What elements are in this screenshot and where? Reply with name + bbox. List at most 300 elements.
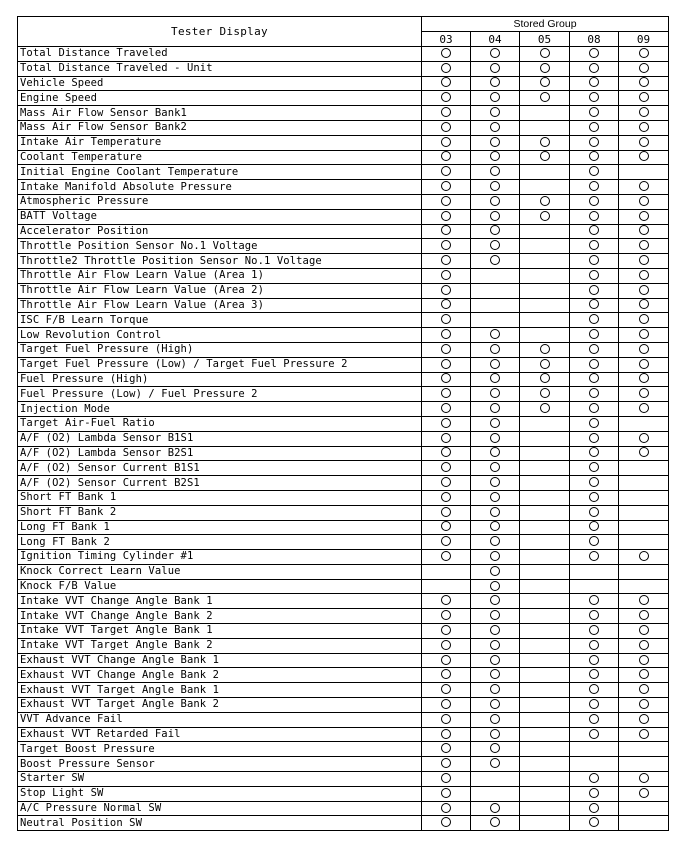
group-cell-08 xyxy=(570,712,619,727)
circle-mark-icon xyxy=(589,166,599,176)
circle-mark-icon xyxy=(441,137,451,147)
group-cell-09 xyxy=(619,150,669,165)
circle-mark-icon xyxy=(639,699,649,709)
group-cell-04 xyxy=(471,76,520,91)
group-cell-03 xyxy=(422,786,471,801)
tester-display-item: Target Fuel Pressure (High) xyxy=(18,342,422,357)
circle-mark-icon xyxy=(490,48,500,58)
group-cell-08 xyxy=(570,505,619,520)
group-cell-09 xyxy=(619,180,669,195)
group-cell-04 xyxy=(471,461,520,476)
circle-mark-icon xyxy=(490,699,500,709)
group-cell-03 xyxy=(422,91,471,106)
group-cell-08 xyxy=(570,461,619,476)
tester-display-item: Engine Speed xyxy=(18,91,422,106)
group-cell-04 xyxy=(471,535,520,550)
group-cell-09 xyxy=(619,624,669,639)
circle-mark-icon xyxy=(441,48,451,58)
tester-display-item: Knock Correct Learn Value xyxy=(18,564,422,579)
circle-mark-icon xyxy=(490,743,500,753)
circle-mark-icon xyxy=(589,655,599,665)
group-cell-04 xyxy=(471,446,520,461)
group-cell-08 xyxy=(570,135,619,150)
group-cell-05 xyxy=(520,254,570,269)
group-cell-08 xyxy=(570,624,619,639)
circle-mark-icon xyxy=(490,329,500,339)
circle-mark-icon xyxy=(441,63,451,73)
group-cell-09 xyxy=(619,727,669,742)
group-cell-05 xyxy=(520,194,570,209)
circle-mark-icon xyxy=(441,447,451,457)
group-cell-04 xyxy=(471,476,520,491)
group-cell-08 xyxy=(570,268,619,283)
group-cell-09 xyxy=(619,550,669,565)
circle-mark-icon xyxy=(441,773,451,783)
table-row xyxy=(18,283,669,298)
circle-mark-icon xyxy=(639,640,649,650)
tester-display-item: Exhaust VVT Target Angle Bank 1 xyxy=(18,683,422,698)
group-cell-09 xyxy=(619,757,669,772)
group-cell-05 xyxy=(520,106,570,121)
table-row xyxy=(18,239,669,254)
group-cell-08 xyxy=(570,180,619,195)
circle-mark-icon xyxy=(639,329,649,339)
group-cell-03 xyxy=(422,757,471,772)
table-row xyxy=(18,372,669,387)
group-cell-09 xyxy=(619,120,669,135)
tester-display-item: Throttle Air Flow Learn Value (Area 2) xyxy=(18,283,422,298)
group-cell-04 xyxy=(471,609,520,624)
circle-mark-icon xyxy=(441,299,451,309)
tester-display-item: Exhaust VVT Target Angle Bank 2 xyxy=(18,698,422,713)
group-cell-08 xyxy=(570,165,619,180)
group-cell-08 xyxy=(570,239,619,254)
circle-mark-icon xyxy=(490,729,500,739)
table-row xyxy=(18,609,669,624)
table-row xyxy=(18,416,669,431)
group-cell-05 xyxy=(520,683,570,698)
group-cell-04 xyxy=(471,180,520,195)
circle-mark-icon xyxy=(441,507,451,517)
group-cell-08 xyxy=(570,727,619,742)
group-cell-03 xyxy=(422,801,471,816)
circle-mark-icon xyxy=(441,462,451,472)
group-cell-05 xyxy=(520,742,570,757)
circle-mark-icon xyxy=(589,196,599,206)
circle-mark-icon xyxy=(490,492,500,502)
circle-mark-icon xyxy=(441,388,451,398)
table-row xyxy=(18,91,669,106)
group-cell-04 xyxy=(471,505,520,520)
table-row xyxy=(18,402,669,417)
group-cell-05 xyxy=(520,313,570,328)
group-cell-08 xyxy=(570,431,619,446)
circle-mark-icon xyxy=(490,551,500,561)
group-cell-09 xyxy=(619,786,669,801)
tester-display-item: Fuel Pressure (High) xyxy=(18,372,422,387)
circle-mark-icon xyxy=(490,684,500,694)
circle-mark-icon xyxy=(639,684,649,694)
circle-mark-icon xyxy=(639,299,649,309)
group-cell-08 xyxy=(570,668,619,683)
group-cell-09 xyxy=(619,47,669,62)
circle-mark-icon xyxy=(589,211,599,221)
table-row xyxy=(18,594,669,609)
table-row xyxy=(18,757,669,772)
circle-mark-icon xyxy=(490,418,500,428)
table-row xyxy=(18,727,669,742)
circle-mark-icon xyxy=(441,595,451,605)
group-cell-09 xyxy=(619,283,669,298)
circle-mark-icon xyxy=(490,211,500,221)
group-cell-08 xyxy=(570,387,619,402)
circle-mark-icon xyxy=(639,773,649,783)
tester-display-item: VVT Advance Fail xyxy=(18,712,422,727)
group-cell-05 xyxy=(520,47,570,62)
group-cell-05 xyxy=(520,624,570,639)
group-cell-05 xyxy=(520,757,570,772)
group-cell-03 xyxy=(422,298,471,313)
group-header-09: 09 xyxy=(619,32,669,47)
circle-mark-icon xyxy=(441,803,451,813)
tester-display-item: Throttle Air Flow Learn Value (Area 1) xyxy=(18,268,422,283)
table-row xyxy=(18,490,669,505)
circle-mark-icon xyxy=(441,211,451,221)
circle-mark-icon xyxy=(490,196,500,206)
table-row xyxy=(18,387,669,402)
group-cell-09 xyxy=(619,298,669,313)
group-cell-05 xyxy=(520,698,570,713)
group-cell-09 xyxy=(619,209,669,224)
circle-mark-icon xyxy=(639,240,649,250)
circle-mark-icon xyxy=(490,433,500,443)
group-cell-05 xyxy=(520,816,570,831)
group-cell-05 xyxy=(520,61,570,76)
group-cell-05 xyxy=(520,209,570,224)
table-row xyxy=(18,165,669,180)
tester-display-item: Injection Mode xyxy=(18,402,422,417)
group-cell-08 xyxy=(570,772,619,787)
table-row xyxy=(18,431,669,446)
group-cell-08 xyxy=(570,446,619,461)
circle-mark-icon xyxy=(490,344,500,354)
group-cell-09 xyxy=(619,683,669,698)
group-cell-05 xyxy=(520,520,570,535)
group-cell-03 xyxy=(422,727,471,742)
circle-mark-icon xyxy=(589,122,599,132)
group-cell-08 xyxy=(570,313,619,328)
circle-mark-icon xyxy=(490,151,500,161)
group-cell-05 xyxy=(520,91,570,106)
group-cell-05 xyxy=(520,638,570,653)
tester-display-item: Throttle Position Sensor No.1 Voltage xyxy=(18,239,422,254)
group-cell-04 xyxy=(471,431,520,446)
circle-mark-icon xyxy=(589,373,599,383)
circle-mark-icon xyxy=(441,684,451,694)
circle-mark-icon xyxy=(441,285,451,295)
group-cell-03 xyxy=(422,772,471,787)
circle-mark-icon xyxy=(490,92,500,102)
table-row xyxy=(18,194,669,209)
circle-mark-icon xyxy=(589,433,599,443)
circle-mark-icon xyxy=(490,566,500,576)
group-cell-05 xyxy=(520,609,570,624)
circle-mark-icon xyxy=(490,181,500,191)
circle-mark-icon xyxy=(490,122,500,132)
circle-mark-icon xyxy=(490,462,500,472)
group-cell-05 xyxy=(520,668,570,683)
tester-display-item: Initial Engine Coolant Temperature xyxy=(18,165,422,180)
group-cell-03 xyxy=(422,135,471,150)
circle-mark-icon xyxy=(589,299,599,309)
group-cell-05 xyxy=(520,476,570,491)
table-row xyxy=(18,150,669,165)
group-cell-04 xyxy=(471,209,520,224)
circle-mark-icon xyxy=(490,240,500,250)
circle-mark-icon xyxy=(441,77,451,87)
circle-mark-icon xyxy=(441,314,451,324)
group-cell-05 xyxy=(520,342,570,357)
group-cell-04 xyxy=(471,298,520,313)
group-cell-04 xyxy=(471,579,520,594)
circle-mark-icon xyxy=(639,77,649,87)
group-cell-04 xyxy=(471,402,520,417)
group-cell-03 xyxy=(422,47,471,62)
tester-display-item: Knock F/B Value xyxy=(18,579,422,594)
group-cell-03 xyxy=(422,505,471,520)
circle-mark-icon xyxy=(540,388,550,398)
circle-mark-icon xyxy=(441,344,451,354)
circle-mark-icon xyxy=(589,359,599,369)
tester-display-item: Starter SW xyxy=(18,772,422,787)
group-cell-09 xyxy=(619,579,669,594)
group-cell-08 xyxy=(570,490,619,505)
tester-display-item: A/C Pressure Normal SW xyxy=(18,801,422,816)
group-cell-04 xyxy=(471,772,520,787)
group-cell-09 xyxy=(619,254,669,269)
circle-mark-icon xyxy=(490,803,500,813)
group-cell-09 xyxy=(619,402,669,417)
group-cell-08 xyxy=(570,224,619,239)
tester-display-item: Total Distance Traveled xyxy=(18,47,422,62)
group-cell-03 xyxy=(422,165,471,180)
group-cell-04 xyxy=(471,624,520,639)
table-row xyxy=(18,461,669,476)
circle-mark-icon xyxy=(441,373,451,383)
group-cell-05 xyxy=(520,712,570,727)
circle-mark-icon xyxy=(540,403,550,413)
group-cell-08 xyxy=(570,594,619,609)
tester-display-item: Neutral Position SW xyxy=(18,816,422,831)
circle-mark-icon xyxy=(540,373,550,383)
circle-mark-icon xyxy=(490,107,500,117)
circle-mark-icon xyxy=(441,743,451,753)
circle-mark-icon xyxy=(589,225,599,235)
group-cell-03 xyxy=(422,372,471,387)
tester-display-item: Target Fuel Pressure (Low) / Target Fuel Pressure 2 xyxy=(18,357,422,372)
group-cell-03 xyxy=(422,402,471,417)
group-cell-05 xyxy=(520,416,570,431)
group-cell-03 xyxy=(422,668,471,683)
circle-mark-icon xyxy=(639,211,649,221)
group-cell-04 xyxy=(471,786,520,801)
table-row xyxy=(18,106,669,121)
table-row xyxy=(18,712,669,727)
circle-mark-icon xyxy=(589,270,599,280)
circle-mark-icon xyxy=(441,758,451,768)
group-cell-05 xyxy=(520,165,570,180)
circle-mark-icon xyxy=(589,788,599,798)
group-cell-05 xyxy=(520,180,570,195)
group-cell-03 xyxy=(422,180,471,195)
group-cell-09 xyxy=(619,76,669,91)
circle-mark-icon xyxy=(441,151,451,161)
group-cell-09 xyxy=(619,239,669,254)
circle-mark-icon xyxy=(441,329,451,339)
circle-mark-icon xyxy=(589,418,599,428)
group-cell-03 xyxy=(422,653,471,668)
group-cell-09 xyxy=(619,416,669,431)
group-cell-03 xyxy=(422,150,471,165)
circle-mark-icon xyxy=(639,107,649,117)
group-cell-04 xyxy=(471,91,520,106)
group-cell-05 xyxy=(520,594,570,609)
tester-display-item: Exhaust VVT Retarded Fail xyxy=(18,727,422,742)
group-cell-04 xyxy=(471,239,520,254)
group-cell-08 xyxy=(570,638,619,653)
group-cell-03 xyxy=(422,624,471,639)
tester-display-item: Boost Pressure Sensor xyxy=(18,757,422,772)
group-cell-04 xyxy=(471,224,520,239)
circle-mark-icon xyxy=(490,595,500,605)
circle-mark-icon xyxy=(639,403,649,413)
circle-mark-icon xyxy=(540,196,550,206)
circle-mark-icon xyxy=(639,122,649,132)
group-cell-08 xyxy=(570,357,619,372)
group-cell-04 xyxy=(471,61,520,76)
group-cell-09 xyxy=(619,520,669,535)
group-cell-08 xyxy=(570,683,619,698)
tester-display-item: Target Boost Pressure xyxy=(18,742,422,757)
group-cell-08 xyxy=(570,564,619,579)
group-cell-09 xyxy=(619,801,669,816)
group-cell-08 xyxy=(570,150,619,165)
table-row xyxy=(18,742,669,757)
group-cell-03 xyxy=(422,283,471,298)
group-cell-03 xyxy=(422,683,471,698)
circle-mark-icon xyxy=(441,181,451,191)
group-cell-08 xyxy=(570,402,619,417)
group-cell-09 xyxy=(619,357,669,372)
circle-mark-icon xyxy=(639,625,649,635)
group-cell-08 xyxy=(570,698,619,713)
circle-mark-icon xyxy=(441,196,451,206)
circle-mark-icon xyxy=(639,359,649,369)
tester-display-item: Long FT Bank 2 xyxy=(18,535,422,550)
tester-display-item: ISC F/B Learn Torque xyxy=(18,313,422,328)
group-cell-08 xyxy=(570,757,619,772)
circle-mark-icon xyxy=(540,77,550,87)
group-cell-03 xyxy=(422,357,471,372)
circle-mark-icon xyxy=(441,92,451,102)
group-cell-08 xyxy=(570,342,619,357)
group-cell-08 xyxy=(570,254,619,269)
group-cell-04 xyxy=(471,801,520,816)
group-cell-08 xyxy=(570,416,619,431)
group-cell-03 xyxy=(422,461,471,476)
circle-mark-icon xyxy=(441,477,451,487)
group-cell-09 xyxy=(619,564,669,579)
group-cell-08 xyxy=(570,91,619,106)
circle-mark-icon xyxy=(639,63,649,73)
group-cell-08 xyxy=(570,520,619,535)
circle-mark-icon xyxy=(490,521,500,531)
circle-mark-icon xyxy=(639,729,649,739)
circle-mark-icon xyxy=(589,773,599,783)
group-cell-04 xyxy=(471,372,520,387)
circle-mark-icon xyxy=(589,181,599,191)
group-cell-05 xyxy=(520,120,570,135)
circle-mark-icon xyxy=(639,669,649,679)
circle-mark-icon xyxy=(639,447,649,457)
group-cell-09 xyxy=(619,135,669,150)
table-row xyxy=(18,254,669,269)
group-cell-04 xyxy=(471,328,520,343)
group-cell-05 xyxy=(520,224,570,239)
table-row xyxy=(18,209,669,224)
group-cell-04 xyxy=(471,742,520,757)
tester-display-item: Exhaust VVT Change Angle Bank 1 xyxy=(18,653,422,668)
circle-mark-icon xyxy=(490,166,500,176)
circle-mark-icon xyxy=(589,521,599,531)
group-cell-03 xyxy=(422,76,471,91)
group-cell-05 xyxy=(520,268,570,283)
circle-mark-icon xyxy=(490,77,500,87)
group-cell-03 xyxy=(422,224,471,239)
group-cell-04 xyxy=(471,106,520,121)
circle-mark-icon xyxy=(639,314,649,324)
circle-mark-icon xyxy=(589,817,599,827)
circle-mark-icon xyxy=(490,625,500,635)
circle-mark-icon xyxy=(589,507,599,517)
circle-mark-icon xyxy=(441,669,451,679)
circle-mark-icon xyxy=(441,536,451,546)
group-cell-05 xyxy=(520,579,570,594)
tester-display-item: A/F (O2) Sensor Current B2S1 xyxy=(18,476,422,491)
group-cell-04 xyxy=(471,150,520,165)
tester-display-item: Mass Air Flow Sensor Bank1 xyxy=(18,106,422,121)
circle-mark-icon xyxy=(490,447,500,457)
group-cell-09 xyxy=(619,446,669,461)
circle-mark-icon xyxy=(639,137,649,147)
group-cell-09 xyxy=(619,653,669,668)
group-cell-09 xyxy=(619,431,669,446)
circle-mark-icon xyxy=(639,270,649,280)
group-cell-03 xyxy=(422,609,471,624)
tester-display-item: Low Revolution Control xyxy=(18,328,422,343)
circle-mark-icon xyxy=(589,684,599,694)
group-cell-03 xyxy=(422,698,471,713)
table-row xyxy=(18,624,669,639)
group-cell-05 xyxy=(520,461,570,476)
circle-mark-icon xyxy=(589,107,599,117)
circle-mark-icon xyxy=(589,462,599,472)
group-cell-09 xyxy=(619,535,669,550)
table-row xyxy=(18,476,669,491)
group-cell-04 xyxy=(471,712,520,727)
group-cell-04 xyxy=(471,165,520,180)
group-cell-03 xyxy=(422,712,471,727)
